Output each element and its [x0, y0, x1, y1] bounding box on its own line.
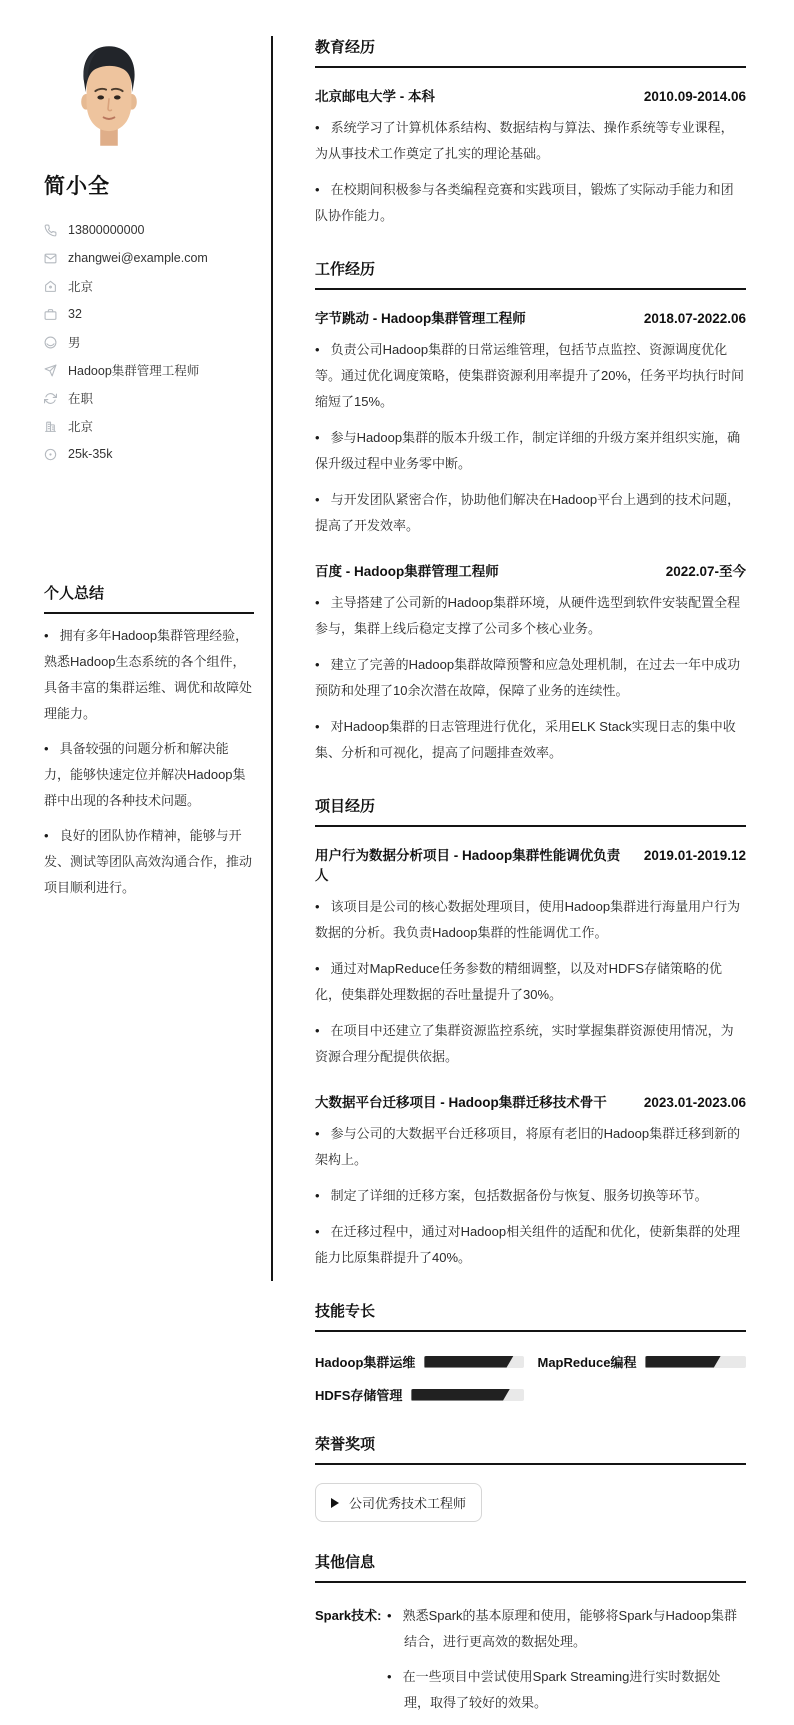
- contact-value: Hadoop集群管理工程师: [68, 364, 200, 378]
- contact-age: [44, 300, 254, 328]
- resume-main: [315, 36, 746, 1725]
- status-icon: [44, 392, 57, 405]
- skill-label: HDFS存储管理: [315, 1388, 403, 1403]
- entry-title: 百度 - Hadoop集群管理工程师: [315, 564, 499, 579]
- contact-value: 13800000000: [68, 223, 145, 237]
- bullet-item: • 与开发团队紧密合作，协助他们解决在Hadoop平台上遇到的技术问题，提高了开发效率。: [315, 487, 746, 539]
- contact-value: zhangwei@example.com: [68, 251, 208, 265]
- contact-phone: [44, 216, 254, 244]
- skill-bar-fill: [645, 1356, 720, 1368]
- bullet-item: • 在校期间积极参与各类编程竞赛和实践项目，锻炼了实际动手能力和团队协作能力。: [315, 177, 746, 229]
- entry-head: [315, 307, 746, 327]
- bullet-item: • 参与公司的大数据平台迁移项目，将原有老旧的Hadoop集群迁移到新的架构上。: [315, 1121, 746, 1173]
- skill-bar-fill: [411, 1389, 510, 1401]
- skill-item: [315, 1385, 524, 1404]
- contact-value: 在职: [68, 392, 94, 406]
- entry-head: [315, 560, 746, 580]
- skill-label: Hadoop集群运维: [315, 1355, 416, 1370]
- entry-head: [315, 85, 746, 105]
- project-entry: [315, 1091, 746, 1271]
- entry-title: 字节跳动 - Hadoop集群管理工程师: [315, 311, 526, 326]
- contact-gender: [44, 328, 254, 356]
- contact-value: 北京: [68, 280, 94, 294]
- other-group-label: Spark技术:: [315, 1608, 382, 1623]
- bullet-item: • 在迁移过程中，通过对Hadoop相关组件的适配和优化，使新集群的处理能力比原集群提升了40%。: [315, 1219, 746, 1271]
- salary-icon: [44, 448, 57, 461]
- bullet-item: • 制定了详细的迁移方案，包括数据备份与恢复、服务切换等环节。: [315, 1183, 746, 1209]
- bullet-item: • 在项目中还建立了集群资源监控系统，实时掌握集群资源使用情况，为资源合理分配提供依据。: [315, 1018, 746, 1070]
- skills-grid: [315, 1352, 746, 1404]
- tag-arrow-icon: [331, 1498, 339, 1508]
- bullet-item: • 参与Hadoop集群的版本升级工作，制定详细的升级方案并组织实施，确保升级过程中业务零中断。: [315, 425, 746, 477]
- section-title-education: 教育经历: [315, 36, 746, 68]
- profile-photo: [70, 40, 148, 150]
- contact-value: 男: [68, 336, 81, 350]
- contact-value: 25k-35k: [68, 447, 113, 461]
- skill-label: MapReduce编程: [537, 1355, 637, 1370]
- profile-photo-illustration: [70, 40, 148, 150]
- section-honors: [315, 1433, 746, 1522]
- honor-tag-label: 公司优秀技术工程师: [349, 1496, 467, 1511]
- phone-icon: [44, 224, 57, 237]
- section-title-summary: 个人总结: [44, 582, 254, 614]
- entry-head: [315, 1091, 746, 1111]
- sidebar: [44, 38, 254, 901]
- section-title-honors: 荣誉奖项: [315, 1433, 746, 1465]
- other-group-bullets: [387, 1603, 746, 1725]
- skill-bar: [411, 1389, 523, 1401]
- entry-title: 大数据平台迁移项目 - Hadoop集群迁移技术骨干: [315, 1095, 607, 1110]
- age-icon: [44, 308, 57, 321]
- bullet-item: • 系统学习了计算机体系结构、数据结构与算法、操作系统等专业课程，为从事技术工作奠定了扎实的理论基础。: [315, 115, 746, 167]
- contact-email: [44, 244, 254, 272]
- bullet-item: • 负责公司Hadoop集群的日常运维管理，包括节点监控、资源调度优化等。通过优化调度策略，使集群资源利用率提升了20%，任务平均执行时间缩短了15%。: [315, 337, 746, 415]
- contact-city: [44, 412, 254, 440]
- bullet-item: • 拥有多年Hadoop集群管理经验，熟悉Hadoop生态系统的各个组件，具备丰富的集群运维、调优和故障处理能力。: [44, 623, 254, 727]
- section-work: [315, 258, 746, 766]
- skill-bar: [424, 1356, 523, 1368]
- work-entry: [315, 307, 746, 539]
- candidate-name: 简小全: [44, 175, 110, 198]
- contact-location: [44, 272, 254, 300]
- entry-date: 2023.01-2023.06: [643, 1095, 746, 1110]
- section-education: [315, 36, 746, 229]
- other-group: [315, 1603, 746, 1725]
- skill-item: [538, 1352, 747, 1371]
- section-title-work: 工作经历: [315, 258, 746, 290]
- gender-icon: [44, 336, 57, 349]
- contact-list: [44, 216, 254, 468]
- contact-salary: [44, 440, 254, 468]
- position-icon: [44, 364, 57, 377]
- bullet-item: • 在一些项目中尝试使用Spark Streaming进行实时数据处理，取得了较好的效果。: [387, 1664, 746, 1716]
- contact-status: [44, 384, 254, 412]
- entry-date: 2019.01-2019.12: [643, 848, 746, 863]
- honor-tag: [315, 1483, 482, 1522]
- bullet-item: • 建立了完善的Hadoop集群故障预警和应急处理机制，在过去一年中成功预防和处理了10余次潜在故障，保障了业务的连续性。: [315, 652, 746, 704]
- contact-position: [44, 356, 254, 384]
- entry-head: [315, 844, 746, 884]
- bullet-item: • 该项目是公司的核心数据处理项目，使用Hadoop集群进行海量用户行为数据的分析。我负责Hadoop集群的性能调优工作。: [315, 894, 746, 946]
- bullet-item: • 对Hadoop集群的日志管理进行优化，采用ELK Stack实现日志的集中收集、分析和可视化，提高了问题排查效率。: [315, 714, 746, 766]
- entry-date: 2022.07-至今: [665, 564, 746, 579]
- section-title-other: 其他信息: [315, 1551, 746, 1583]
- skill-bar: [645, 1356, 746, 1368]
- section-title-projects: 项目经历: [315, 795, 746, 827]
- bullet-item: • 通过对MapReduce任务参数的精细调整，以及对HDFS存储策略的优化，使集群处理数据的吞吐量提升了30%。: [315, 956, 746, 1008]
- entry-date: 2010.09-2014.06: [643, 89, 746, 104]
- contact-value: 32: [68, 307, 82, 321]
- skill-bar-fill: [424, 1356, 513, 1368]
- entry-title: 用户行为数据分析项目 - Hadoop集群性能调优负责人: [315, 848, 621, 883]
- work-entry: [315, 560, 746, 766]
- section-title-skills: 技能专长: [315, 1300, 746, 1332]
- bullet-item: • 熟悉Spark的基本原理和使用，能够将Spark与Hadoop集群结合，进行更高效的数据处理。: [387, 1603, 746, 1655]
- bullet-item: • 良好的团队协作精神，能够与开发、测试等团队高效沟通合作，推动项目顺利进行。: [44, 823, 254, 901]
- summary-bullets: [44, 623, 254, 901]
- section-projects: [315, 795, 746, 1271]
- project-entry: [315, 844, 746, 1070]
- bullet-item: • 具备较强的问题分析和解决能力，能够快速定位并解决Hadoop集群中出现的各种技术问题。: [44, 736, 254, 814]
- entry-date: 2018.07-2022.06: [643, 311, 746, 326]
- contact-value: 北京: [68, 420, 94, 434]
- section-skills: [315, 1300, 746, 1404]
- section-other: [315, 1551, 746, 1725]
- bullet-item: • 主导搭建了公司新的Hadoop集群环境，从硬件选型到软件安装配置全程参与，集群上线后稳定支撑了公司多个核心业务。: [315, 590, 746, 642]
- email-icon: [44, 252, 57, 265]
- entry-title: 北京邮电大学 - 本科: [315, 89, 435, 104]
- home-icon: [44, 280, 57, 293]
- education-entry: [315, 85, 746, 229]
- skill-item: [315, 1352, 524, 1371]
- city-icon: [44, 420, 57, 433]
- column-divider: [271, 36, 273, 1281]
